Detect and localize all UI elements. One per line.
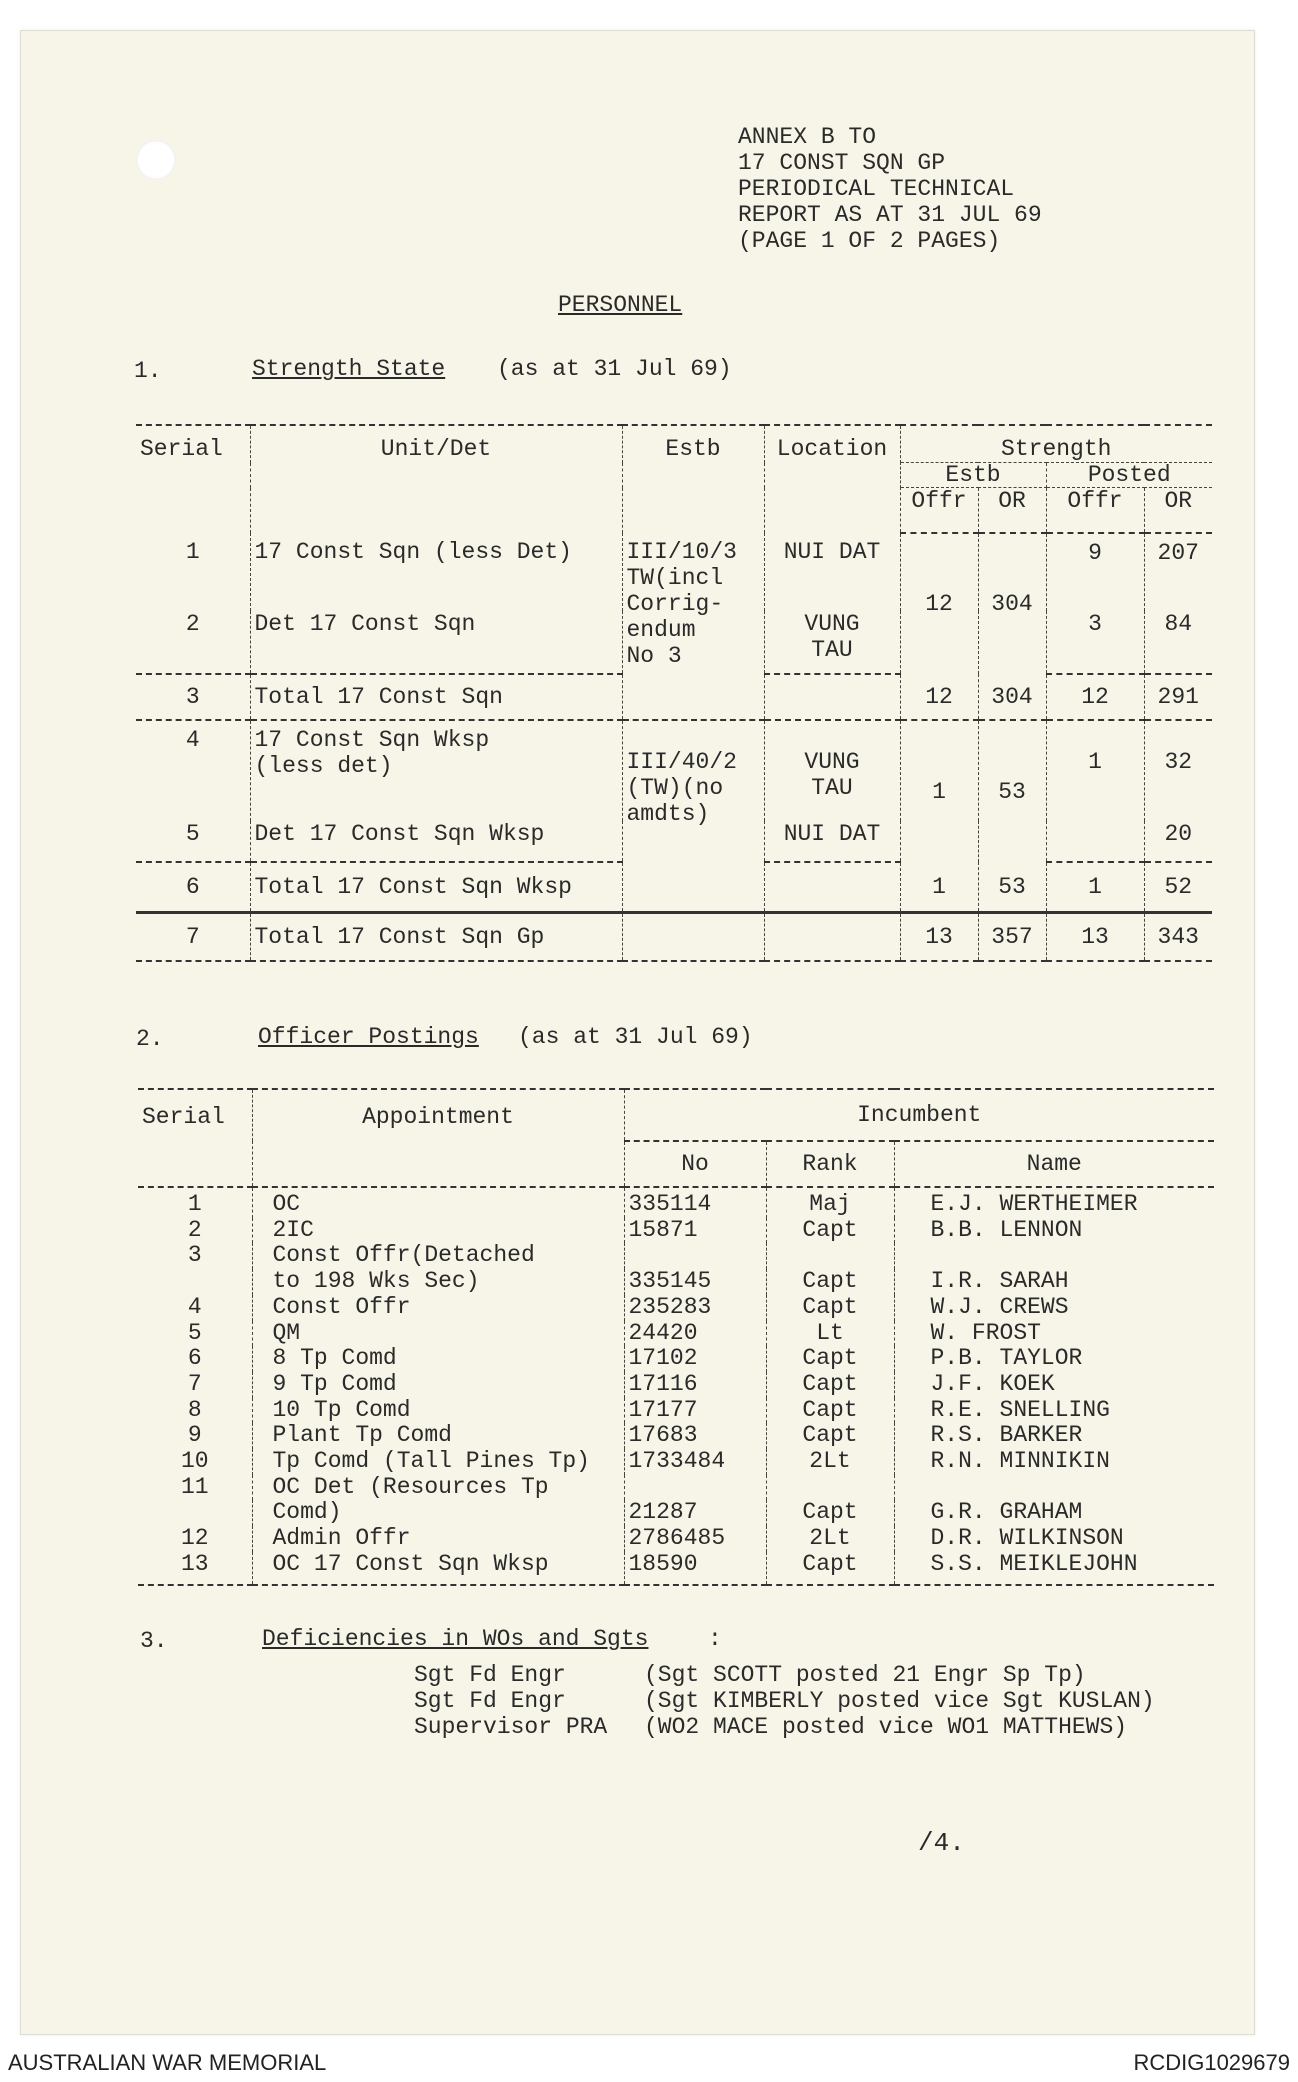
name-cell xyxy=(894,1475,1214,1501)
posting-row xyxy=(138,1269,1214,1295)
posting-row xyxy=(138,1552,1214,1585)
name-cell: G.R. GRAHAM xyxy=(894,1500,1214,1526)
posted-or-cell: 20 xyxy=(1144,821,1212,862)
name-cell: W. FROST xyxy=(894,1321,1214,1347)
posting-row xyxy=(138,1500,1214,1526)
name-cell: B.B. LENNON xyxy=(894,1218,1214,1244)
appointment-cell: OC xyxy=(252,1187,624,1218)
number-cell xyxy=(624,1243,766,1269)
name-cell: R.S. BARKER xyxy=(894,1423,1214,1449)
number-cell: 21287 xyxy=(624,1500,766,1526)
name-cell: P.B. TAYLOR xyxy=(894,1346,1214,1372)
serial-cell: 1 xyxy=(136,533,250,611)
rank-cell: Lt xyxy=(766,1321,894,1347)
unit-cell: Total 17 Const Sqn Wksp xyxy=(250,862,622,913)
posting-row xyxy=(138,1423,1214,1449)
section-3-colon: : xyxy=(708,1626,722,1652)
estb-offr-cell: 12 xyxy=(900,533,978,674)
strength-table xyxy=(136,424,1212,962)
number-cell: 17102 xyxy=(624,1346,766,1372)
serial-cell xyxy=(138,1269,252,1295)
footer-id: RCDIG1029679 xyxy=(1133,2050,1290,2075)
serial-cell: 9 xyxy=(138,1423,252,1449)
serial-cell: 13 xyxy=(138,1552,252,1585)
unit-cell: Det 17 Const Sqn xyxy=(250,611,622,674)
number-cell: 24420 xyxy=(624,1321,766,1347)
rank-cell: Maj xyxy=(766,1187,894,1218)
section-1-suffix: (as at 31 Jul 69) xyxy=(497,356,732,382)
col-appointment-header: Appointment xyxy=(252,1089,624,1187)
deficiency-note: (Sgt KIMBERLY posted vice Sgt KUSLAN) xyxy=(644,1688,1155,1714)
estb-offr-cell: 1 xyxy=(900,720,978,862)
estb-or-cell: 357 xyxy=(978,913,1046,962)
serial-cell: 2 xyxy=(136,611,250,674)
serial-cell: 2 xyxy=(138,1218,252,1244)
posting-row xyxy=(138,1187,1214,1218)
rank-cell: Capt xyxy=(766,1552,894,1585)
name-cell: R.N. MINNIKIN xyxy=(894,1449,1214,1475)
serial-cell: 4 xyxy=(138,1295,252,1321)
rank-cell: Capt xyxy=(766,1269,894,1295)
section-2-number: 2. xyxy=(136,1026,164,1052)
rank-cell: 2Lt xyxy=(766,1449,894,1475)
serial-cell: 4 xyxy=(136,720,250,821)
annex-header xyxy=(738,124,1042,254)
number-cell: 17683 xyxy=(624,1423,766,1449)
col-offr2-header: Offr xyxy=(1046,488,1144,534)
name-cell: J.F. KOEK xyxy=(894,1372,1214,1398)
col-name-header: Name xyxy=(894,1141,1214,1187)
posted-offr-cell: 12 xyxy=(1046,674,1144,720)
section-2-suffix: (as at 31 Jul 69) xyxy=(518,1024,753,1050)
posted-offr-cell: 3 xyxy=(1046,611,1144,674)
number-cell: 17116 xyxy=(624,1372,766,1398)
posting-row xyxy=(138,1346,1214,1372)
serial-cell: 3 xyxy=(136,674,250,720)
serial-cell: 10 xyxy=(138,1449,252,1475)
number-cell: 335145 xyxy=(624,1269,766,1295)
posted-or-cell: 207 xyxy=(1144,533,1212,611)
posting-row xyxy=(138,1398,1214,1424)
col-rank-header: Rank xyxy=(766,1141,894,1187)
serial-cell: 11 xyxy=(138,1475,252,1501)
col-serial-header: Serial xyxy=(136,425,250,533)
estb-offr-cell: 13 xyxy=(900,913,978,962)
section-3-title: Deficiencies in WOs and Sgts xyxy=(262,1626,649,1652)
unit-cell: Total 17 Const Sqn Gp xyxy=(250,913,622,962)
location-cell: NUI DAT xyxy=(764,821,900,862)
posted-or-cell: 32 xyxy=(1144,720,1212,821)
name-cell: W.J. CREWS xyxy=(894,1295,1214,1321)
serial-cell: 7 xyxy=(138,1372,252,1398)
location-cell: VUNG TAU xyxy=(764,720,900,821)
name-cell xyxy=(894,1243,1214,1269)
number-cell: 235283 xyxy=(624,1295,766,1321)
appointment-cell: 10 Tp Comd xyxy=(252,1398,624,1424)
posted-offr-cell: 1 xyxy=(1046,862,1144,913)
annex-line: PERIODICAL TECHNICAL xyxy=(738,176,1015,202)
serial-cell xyxy=(138,1500,252,1526)
section-3-number: 3. xyxy=(140,1628,168,1654)
rank-cell: Capt xyxy=(766,1295,894,1321)
estb-offr-cell: 12 xyxy=(900,674,978,720)
appointment-cell: Const Offr xyxy=(252,1295,624,1321)
col-or-header: OR xyxy=(978,488,1046,534)
rank-cell: 2Lt xyxy=(766,1526,894,1552)
col-no-header: No xyxy=(624,1141,766,1187)
posted-or-cell: 52 xyxy=(1144,862,1212,913)
footer-source: AUSTRALIAN WAR MEMORIAL xyxy=(8,2050,327,2075)
number-cell: 335114 xyxy=(624,1187,766,1218)
location-cell: VUNG TAU xyxy=(764,611,900,674)
estb-cell: III/40/2 (TW)(no amdts) xyxy=(622,720,764,862)
posted-or-cell: 84 xyxy=(1144,611,1212,674)
serial-cell: 8 xyxy=(138,1398,252,1424)
section-1-title: Strength State xyxy=(252,356,446,382)
appointment-cell: to 198 Wks Sec) xyxy=(252,1269,624,1295)
posted-or-cell: 291 xyxy=(1144,674,1212,720)
posting-row xyxy=(138,1218,1214,1244)
section-1-number: 1. xyxy=(134,358,162,384)
col-estb-header: Estb xyxy=(622,425,764,533)
personnel-heading: PERSONNEL xyxy=(558,292,683,318)
estb-or-cell: 53 xyxy=(978,862,1046,913)
name-cell: D.R. WILKINSON xyxy=(894,1526,1214,1552)
col-s-estb-header: Estb xyxy=(900,463,1046,488)
estb-cell: III/10/3 TW(incl Corrig- endum No 3 xyxy=(622,533,764,674)
appointment-cell: 8 Tp Comd xyxy=(252,1346,624,1372)
name-cell: E.J. WERTHEIMER xyxy=(894,1187,1214,1218)
rank-cell: Capt xyxy=(766,1218,894,1244)
posting-row xyxy=(138,1321,1214,1347)
rank-cell xyxy=(766,1243,894,1269)
rank-cell: Capt xyxy=(766,1346,894,1372)
posted-offr-cell: 13 xyxy=(1046,913,1144,962)
serial-cell: 7 xyxy=(136,913,250,962)
next-page-marker: /4. xyxy=(918,1828,965,1858)
punch-hole xyxy=(136,140,176,180)
posting-row xyxy=(138,1295,1214,1321)
unit-cell: 17 Const Sqn (less Det) xyxy=(250,533,622,611)
annex-line: 17 CONST SQN GP xyxy=(738,150,946,176)
number-cell: 15871 xyxy=(624,1218,766,1244)
officer-postings-table xyxy=(138,1088,1214,1586)
deficiency-role: Sgt Fd Engr xyxy=(414,1688,566,1714)
number-cell xyxy=(624,1475,766,1501)
appointment-cell: OC 17 Const Sqn Wksp xyxy=(252,1552,624,1585)
col-incumbent-header: Incumbent xyxy=(624,1089,1214,1141)
col-or2-header: OR xyxy=(1144,488,1212,534)
serial-cell: 6 xyxy=(136,862,250,913)
name-cell: I.R. SARAH xyxy=(894,1269,1214,1295)
name-cell: S.S. MEIKLEJOHN xyxy=(894,1552,1214,1585)
section-2-title: Officer Postings xyxy=(258,1024,479,1050)
serial-cell: 3 xyxy=(138,1243,252,1269)
rank-cell: Capt xyxy=(766,1372,894,1398)
deficiency-note: (Sgt SCOTT posted 21 Engr Sp Tp) xyxy=(644,1662,1086,1688)
serial-cell: 1 xyxy=(138,1187,252,1218)
deficiency-role: Supervisor PRA xyxy=(414,1714,608,1740)
unit-cell: Det 17 Const Sqn Wksp xyxy=(250,821,622,862)
appointment-cell: 9 Tp Comd xyxy=(252,1372,624,1398)
col-serial-header: Serial xyxy=(138,1089,252,1187)
appointment-cell: 2IC xyxy=(252,1218,624,1244)
col-unit-header: Unit/Det xyxy=(250,425,622,533)
posting-row xyxy=(138,1243,1214,1269)
posting-row xyxy=(138,1475,1214,1501)
rank-cell: Capt xyxy=(766,1500,894,1526)
col-offr-header: Offr xyxy=(900,488,978,534)
col-location-header: Location xyxy=(764,425,900,533)
posted-offr-cell: 1 xyxy=(1046,720,1144,821)
deficiency-role: Sgt Fd Engr xyxy=(414,1662,566,1688)
deficiency-note: (WO2 MACE posted vice WO1 MATTHEWS) xyxy=(644,1714,1128,1740)
estb-offr-cell: 1 xyxy=(900,862,978,913)
location-cell: NUI DAT xyxy=(764,533,900,611)
unit-cell: 17 Const Sqn Wksp (less det) xyxy=(250,720,622,821)
appointment-cell: Const Offr(Detached xyxy=(252,1243,624,1269)
number-cell: 2786485 xyxy=(624,1526,766,1552)
annex-line: ANNEX B TO xyxy=(738,124,877,150)
rank-cell: Capt xyxy=(766,1398,894,1424)
posted-or-cell: 343 xyxy=(1144,913,1212,962)
estb-or-cell: 53 xyxy=(978,720,1046,862)
annex-line: (PAGE 1 OF 2 PAGES) xyxy=(738,228,1001,254)
posting-row xyxy=(138,1372,1214,1398)
rank-cell: Capt xyxy=(766,1423,894,1449)
appointment-cell: Tp Comd (Tall Pines Tp) xyxy=(252,1449,624,1475)
serial-cell: 5 xyxy=(136,821,250,862)
serial-cell: 12 xyxy=(138,1526,252,1552)
estb-or-cell: 304 xyxy=(978,674,1046,720)
col-strength-header: Strength xyxy=(900,425,1212,463)
number-cell: 1733484 xyxy=(624,1449,766,1475)
serial-cell: 5 xyxy=(138,1321,252,1347)
number-cell: 17177 xyxy=(624,1398,766,1424)
appointment-cell: Admin Offr xyxy=(252,1526,624,1552)
appointment-cell: QM xyxy=(252,1321,624,1347)
appointment-cell: Comd) xyxy=(252,1500,624,1526)
posted-offr-cell: 9 xyxy=(1046,533,1144,611)
estb-or-cell: 304 xyxy=(978,533,1046,674)
col-s-posted-header: Posted xyxy=(1046,463,1212,488)
posting-row xyxy=(138,1526,1214,1552)
appointment-cell: Plant Tp Comd xyxy=(252,1423,624,1449)
number-cell: 18590 xyxy=(624,1552,766,1585)
name-cell: R.E. SNELLING xyxy=(894,1398,1214,1424)
posting-row xyxy=(138,1449,1214,1475)
rank-cell xyxy=(766,1475,894,1501)
annex-line: REPORT AS AT 31 JUL 69 xyxy=(738,202,1042,228)
serial-cell: 6 xyxy=(138,1346,252,1372)
appointment-cell: OC Det (Resources Tp xyxy=(252,1475,624,1501)
unit-cell: Total 17 Const Sqn xyxy=(250,674,622,720)
